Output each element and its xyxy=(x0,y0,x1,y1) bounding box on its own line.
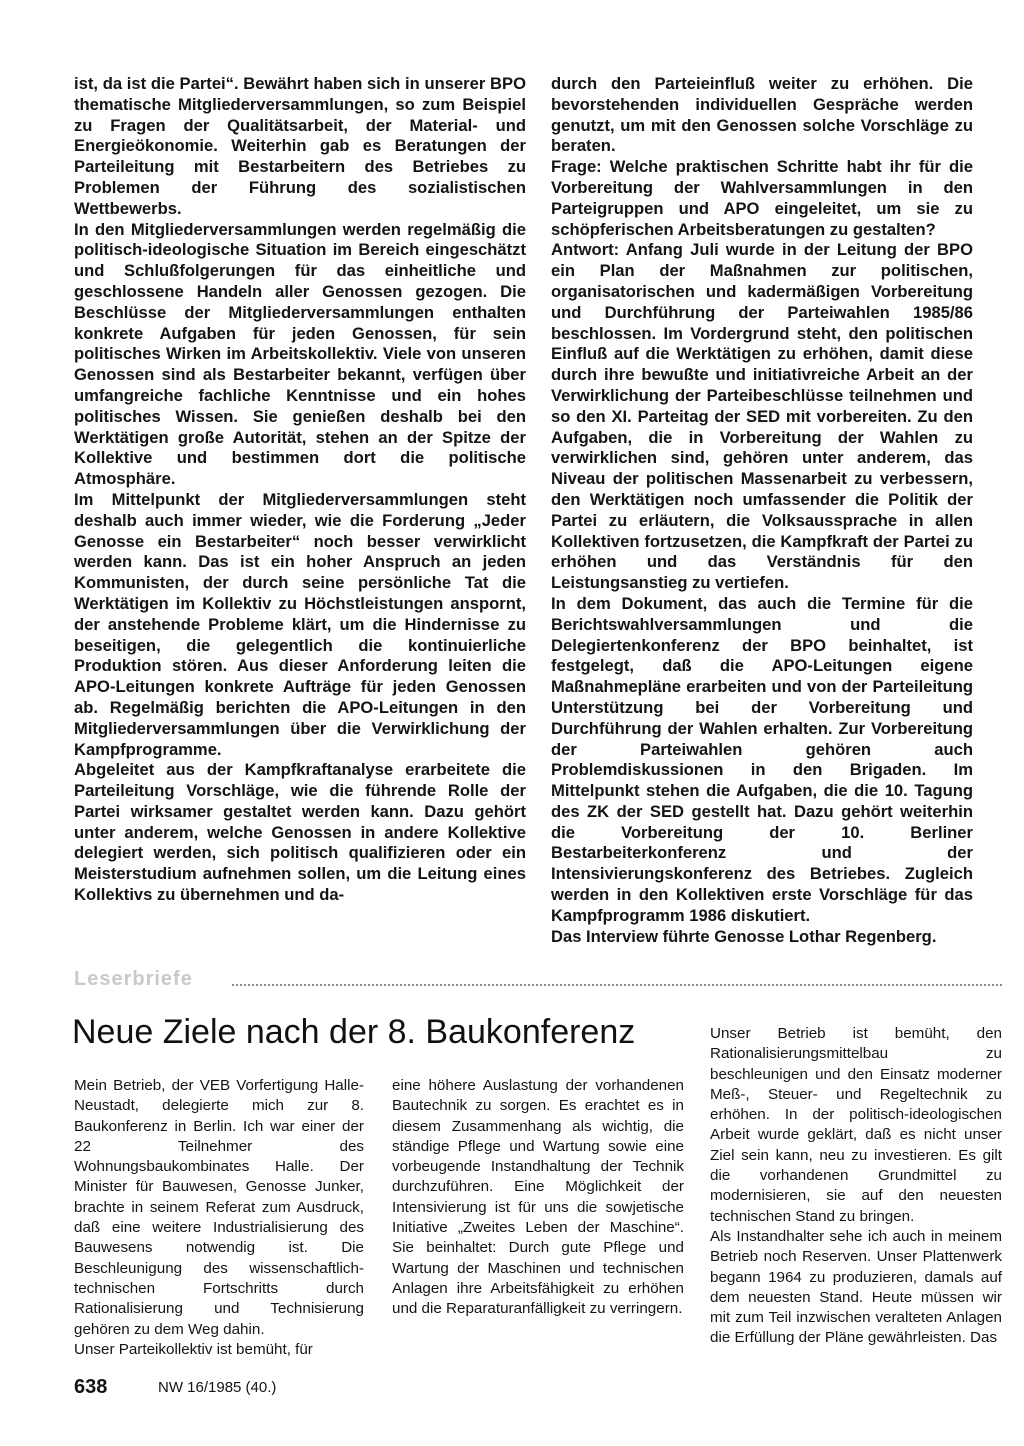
page-number: 638 xyxy=(74,1376,108,1398)
letter-title: Neue Ziele nach der 8. Baukonferenz xyxy=(72,1013,636,1051)
paragraph: eine höhere Auslastung der vorhandenen Bautechnik zu sorgen. Es erachtet es in diesem Zusammenhang als wichtig, die ständige Pflege und Wartung sowie eine vorbeugende Instandhaltung der Technik durchzuführen. Eine Möglichkeit der Intensivierung ist für uns die sowjetische Initiative „Zweites Leben der Maschine“. Sie beinhaltet: Durch gute Pflege und Wartung der Maschinen und technischen Anlagen ihre Arbeitsfähigkeit zu erhöhen und die Reparaturanfälligkeit zu verringern. xyxy=(392,1077,684,1318)
issue-reference: NW 16/1985 (40.) xyxy=(158,1379,277,1396)
section-divider xyxy=(232,984,1002,986)
paragraph: Als Instandhalter sehe ich auch in meinem Betrieb noch Reserven. Unser Plattenwerk begann 1964 zu produzieren, damals auf dem neuesten Stand. Heute müssen wir mit zum Teil inzwischen veralteten Anlagen die Erfüllung der Pläne gewährleisten. Das xyxy=(710,1227,1002,1347)
question-paragraph xyxy=(551,157,973,240)
section-label: Leserbriefe xyxy=(74,968,193,990)
question-label: Frage: xyxy=(551,157,602,177)
letter-column-3 xyxy=(710,1024,1002,1349)
paragraph: Unser Parteikollektiv ist bemüht, für xyxy=(74,1340,313,1358)
paragraph: Unser Betrieb ist bemüht, den Rationalisierungsmittelbau zu beschleunigen und den Einsatz moderner Meß-, Steuer- und Regeltechnik zu erhöhen. In der politisch-ideologischen Arbeit wurde geklärt, daß es nicht unser Ziel sein kann, neu zu investieren. Es gilt die vorhandenen Grundmittel zu modernisieren, sie auf den neuesten technischen Stand zu bringen. xyxy=(710,1025,1002,1225)
paragraph: Mein Betrieb, der VEB Vorfertigung Halle-Neustadt, delegierte mich zur 8. Baukonferenz in Berlin. Ich war einer der 22 Teilnehmer des Wohnungsbaukombinates Halle. Der Minister für Bauwesen, Genosse Junker, brachte in seinem Referat zum Ausdruck, daß eine weitere Industrialisierung des Bauwesens notwendig ist. Die Beschleunigung des wissenschaftlich-technischen Fortschritts durch Rationalisierung und Technisierung gehören zu dem Weg dahin. xyxy=(74,1077,364,1338)
answer-text: Anfang Juli wurde in der Leitung der BPO ein Plan der Maßnahmen zur politischen, organisatorischen und kadermäßigen Vorbereitung und Durchführung der Parteiwahlen 1985/86 beschlossen. Im Vordergrund steht, den politischen Einfluß auf die Werktätigen zu erhöhen, damit diese durch ihre bewußte und initiativreiche Arbeit an der Verwirklichung der Parteibeschlüsse teilnehmen und so den XI. Parteitag der SED mit vorbereiten. Zu den Aufgaben, die in Vorbereitung der Wahlen zu verwirklichen sind, gehören unter anderem, das Niveau der politischen Massenarbeit zu verbessern, den Werktätigen noch umfassender die Politik der Partei zu erläutern, die Volksaussprache in allen Kollektiven fortzusetzen, die Kampfkraft der Partei zu erhöhen und das Verständnis für den Leistungsanstieg zu vertiefen. xyxy=(551,240,973,593)
top-article-left-column xyxy=(74,74,526,906)
paragraph: ist, da ist die Partei“. Bewährt haben sich in unserer BPO thematische Mitgliederversammlungen, so zum Beispiel zu Fragen der Qualitätsarbeit, der Material- und Energieökonomie. Weiterhin gab es Beratungen der Parteileitung mit Bestarbeitern des Betriebes zu Problemen der Führung des sozialistischen Wettbewerbs. xyxy=(74,74,526,218)
top-article-right-column xyxy=(551,74,973,947)
letter-column-2 xyxy=(392,1076,684,1320)
paragraph: durch den Parteieinfluß weiter zu erhöhen. Die bevorstehenden individuellen Gespräche werden genutzt, um mit den Genossen solche Vorschläge zu beraten. xyxy=(551,74,973,156)
answer-paragraph xyxy=(551,240,973,594)
paragraph: In den Mitgliederversammlungen werden regelmäßig die politisch-ideologische Situation im Bereich eingeschätzt und Schlußfolgerungen für das einheitliche und geschlossene Handeln aller Genossen gezogen. Die Beschlüsse der Mitgliederversammlungen enthalten konkrete Aufgaben für jeden Genossen, für sein politisches Wirken im Arbeitskollektiv. Viele von unseren Genossen sind als Bestarbeiter bekannt, verfügen über umfangreiche fachliche Kenntnisse und ein hohes politisches Wissen. Sie genießen deshalb bei den Werktätigen große Autorität, stehen an der Spitze der Kollektive und bestimmen dort die politische Atmosphäre. xyxy=(74,219,526,489)
paragraph: In dem Dokument, das auch die Termine für die Berichtswahlversammlungen und die Delegiertenkonferenz der BPO beinhaltet, ist festgelegt, daß die APO-Leitungen eigene Maßnahmepläne erarbeiten und von der Parteileitung Unterstützung bei der Vorbereitung und Durchführung der Wahlen erhalten. Zur Vorbereitung der Parteiwahlen gehören auch Problemdiskussionen in den Brigaden. Im Mittelpunkt stehen die Aufgaben, die die 10. Tagung des ZK der SED gestellt hat. Dazu gehört weiterhin die Vorbereitung der 10. Berliner Bestarbeiterkonferenz und der Intensivierungskonferenz des Betriebes. Zugleich werden in den Kollektiven erste Vorschläge für das Kampfprogramm 1986 diskutiert. xyxy=(551,593,973,925)
letter-column-1 xyxy=(74,1076,364,1360)
interview-credit: Das Interview führte Genosse Lothar Regenberg. xyxy=(551,926,937,946)
paragraph: Abgeleitet aus der Kampfkraftanalyse erarbeitete die Parteileitung Vorschläge, wie die führende Rolle der Partei wirksamer gestaltet werden kann. Dazu gehört unter anderem, welche Genossen in andere Kollektive delegiert werden, sich politisch qualifizieren oder ein Meisterstudium aufnehmen sollen, um die Leitung eines Kollektivs zu übernehmen und da- xyxy=(74,760,526,905)
answer-label: Antwort: xyxy=(551,240,620,260)
question-text: Welche praktischen Schritte habt ihr für die Vorbereitung der Wahlversammlungen in den Parteigruppen und APO eingeleitet, um sie zu schöpferischen Arbeitsberatungen zu gestalten? xyxy=(551,157,973,239)
paragraph: Im Mittelpunkt der Mitgliederversammlungen steht deshalb auch immer wieder, wie die Forderung „Jeder Genosse ein Bestarbeiter“ noch besser verwirklicht werden kann. Das ist ein hoher Anspruch an jeden Kommunisten, der durch seine persönliche Tat die Werktätigen im Kollektiv zu Höchstleistungen anspornt, der anstehende Probleme klärt, um die Hindernisse zu beseitigen, die gelegentlich die kontinuierliche Produktion stören. Aus dieser Anforderung leiten die APO-Leitungen konkrete Aufträge für jeden Genossen ab. Regelmäßig berichten die APO-Leitungen in den Mitgliederversammlungen über die Verwirklichung der Kampfprogramme. xyxy=(74,489,526,759)
